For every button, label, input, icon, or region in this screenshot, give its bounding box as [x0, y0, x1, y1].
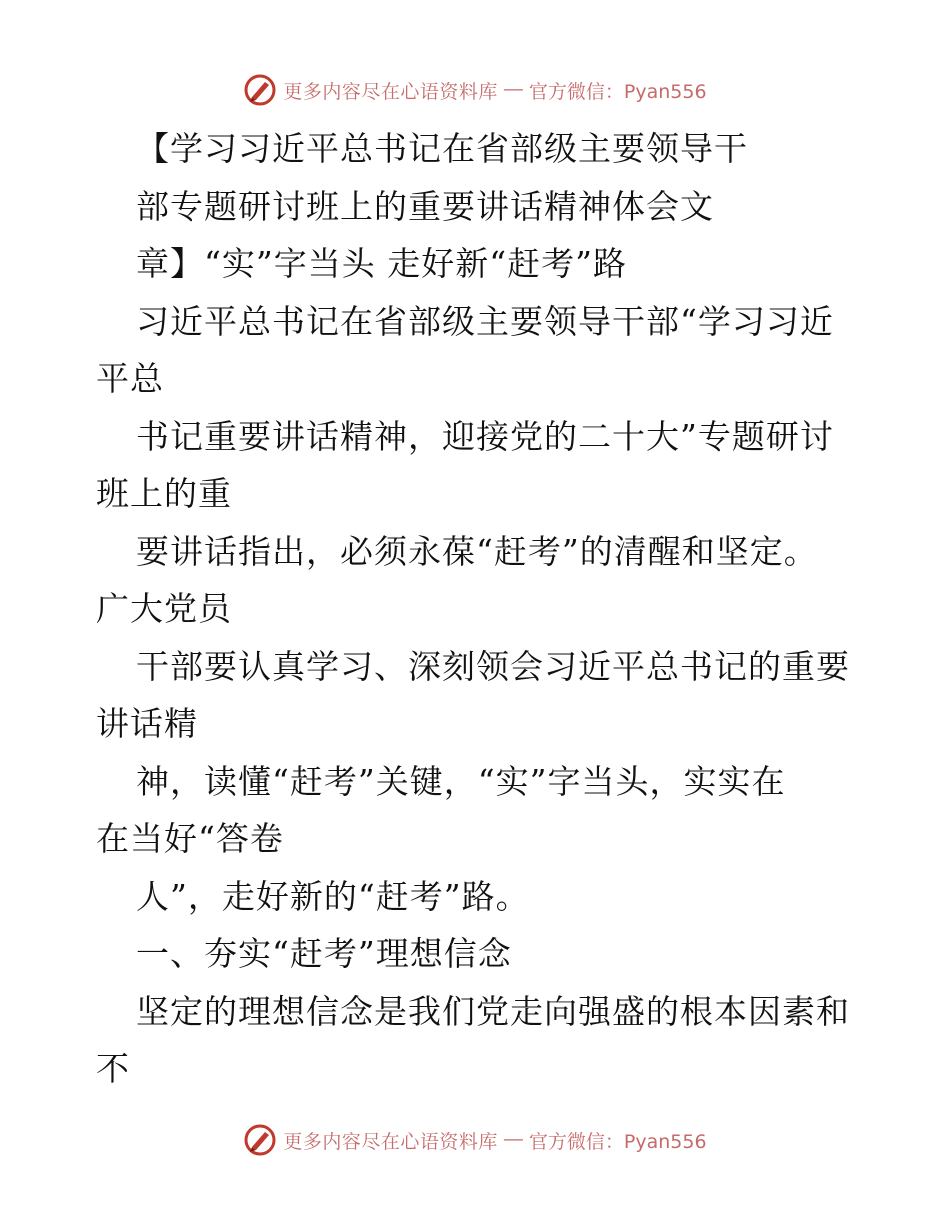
paragraph-line: 不: [96, 1049, 130, 1088]
paragraph-line: 干部要认真学习、深刻领会习近平总书记的重要: [136, 646, 850, 686]
section-heading: 一、夯实“赶考”理想信念: [136, 934, 512, 973]
pen-logo-icon: [243, 73, 277, 107]
document-title-line-2: 部专题研讨班上的重要讲话精神体会文: [136, 186, 714, 226]
paragraph-line: 习近平总书记在省部级主要领导干部“学习习近: [136, 301, 834, 341]
banner-wechat-id: 官方微信：Pyan556: [528, 80, 707, 103]
banner-dash: —: [503, 1129, 523, 1150]
header-watermark-banner: [0, 70, 950, 110]
document-title-line-1: 【学习习近平总书记在省部级主要领导干: [136, 129, 748, 168]
paragraph-line: 人”，走好新的“赶考”路。: [136, 876, 530, 916]
banner-site-name: 更多内容尽在心语资料库: [283, 1130, 498, 1153]
paragraph-line: 讲话精: [96, 704, 198, 743]
document-title-line-3: 章】“实”字当头 走好新“赶考”路: [136, 244, 627, 283]
paragraph-line: 书记重要讲话精神，迎接党的二十大”专题研讨: [136, 416, 834, 456]
banner-wechat-id: 官方微信：Pyan556: [528, 1130, 707, 1153]
paragraph-line: 神，读懂“赶考”关键，“实”字当头，实实在: [136, 761, 786, 801]
paragraph-line: 在当好“答卷: [96, 819, 284, 858]
document-body: [96, 120, 856, 1098]
banner-dash: —: [503, 79, 523, 100]
paragraph-line: 广大党员: [96, 589, 232, 628]
footer-watermark-banner: [0, 1120, 950, 1160]
paragraph-line: 要讲话指出，必须永葆“赶考”的清醒和坚定。: [136, 531, 818, 571]
paragraph-line: 坚定的理想信念是我们党走向强盛的根本因素和: [136, 991, 850, 1031]
paragraph-line: 平总: [96, 359, 164, 398]
paragraph-line: 班上的重: [96, 474, 232, 513]
banner-site-name: 更多内容尽在心语资料库: [283, 80, 498, 103]
pen-logo-icon: [243, 1123, 277, 1157]
